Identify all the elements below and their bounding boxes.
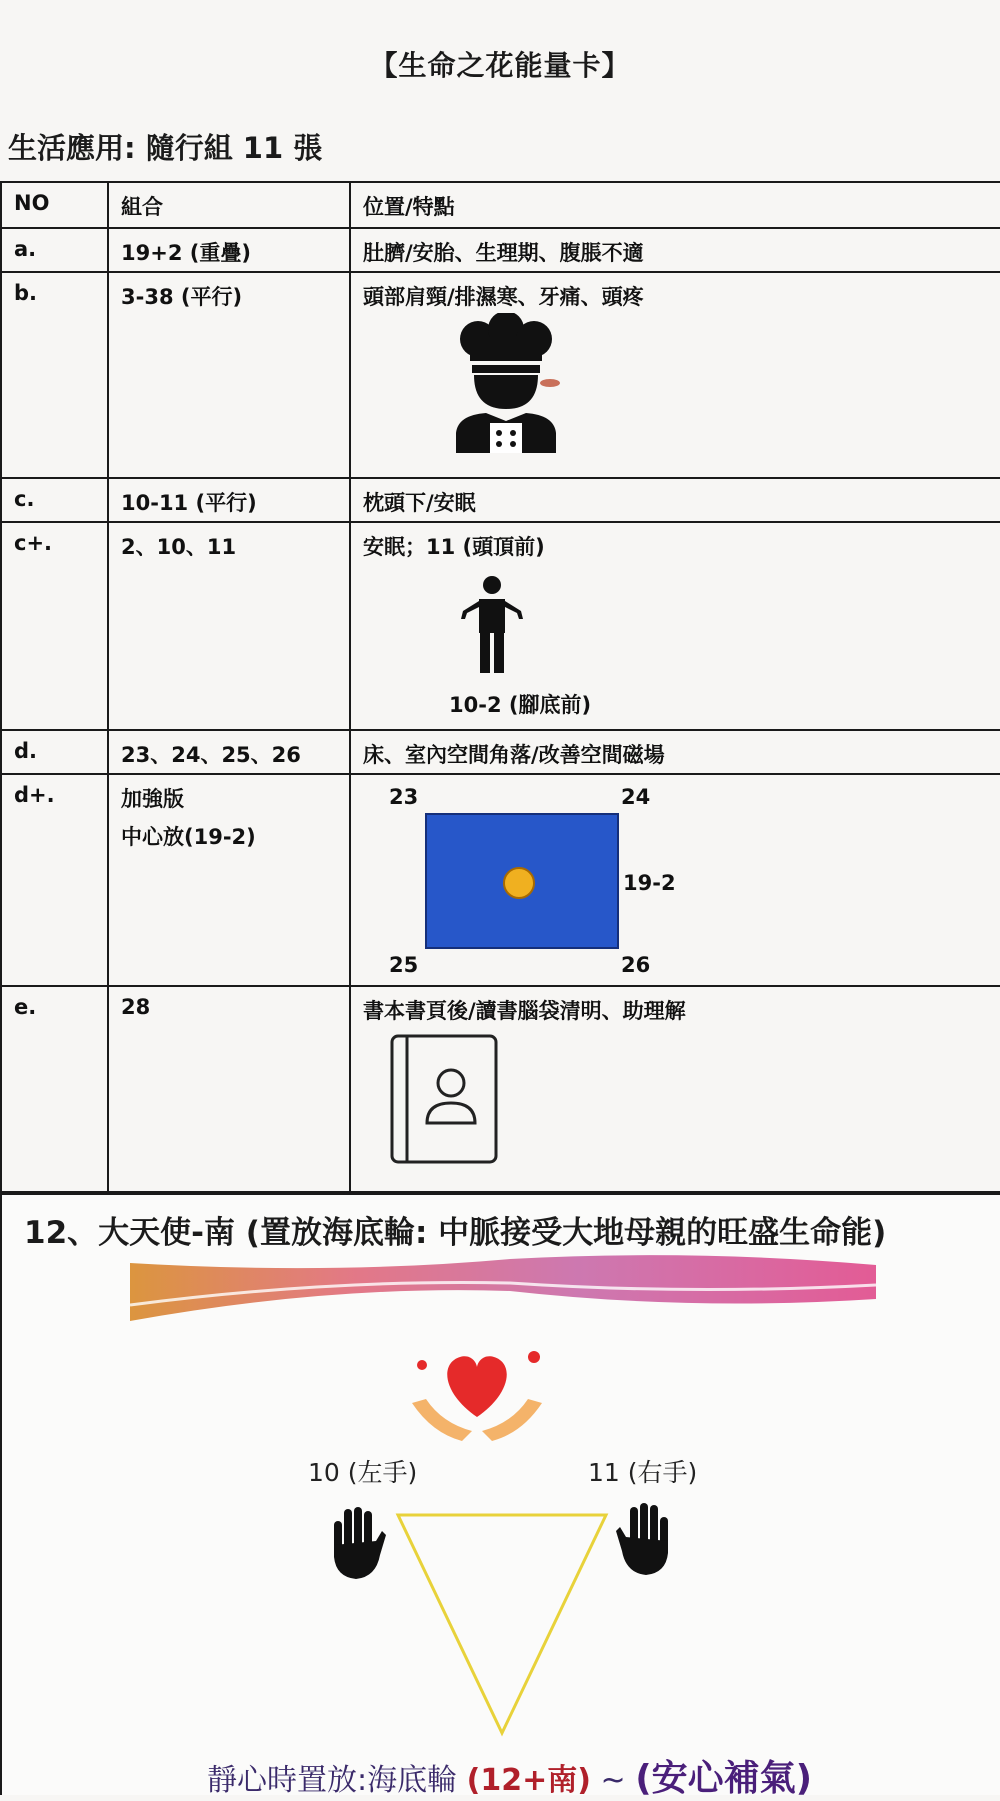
row-desc-cell <box>350 986 1000 1192</box>
chef-icon <box>446 313 566 453</box>
row-desc-cell <box>350 522 1000 730</box>
row-no: d. <box>1 730 108 774</box>
left-hand-icon <box>330 1505 386 1581</box>
row-desc: 安眠；11 (頭頂前) <box>363 535 545 559</box>
table-row <box>1 522 1000 730</box>
row-combo: 2、10、11 <box>108 522 350 730</box>
row-combo: 23、24、25、26 <box>108 730 350 774</box>
heart-hands-icon <box>402 1343 552 1445</box>
row-no: b. <box>1 272 108 478</box>
table-row <box>1 478 1000 522</box>
center-label: 19-2 <box>623 871 676 895</box>
book-icon <box>389 1033 501 1167</box>
row-desc: 床、室內空間角落/改善空間磁場 <box>350 730 1000 774</box>
row-no: a. <box>1 228 108 272</box>
gold-dot <box>503 867 535 899</box>
instruction-effect: (安心補氣) <box>635 1758 813 1799</box>
header-desc: 位置/特點 <box>350 182 1000 228</box>
table-row <box>1 774 1000 986</box>
row-combo: 加強版 <box>121 787 184 811</box>
row-desc: 頭部肩頸/排濕寒、牙痛、頭疼 <box>363 285 644 309</box>
table-row <box>1 272 1000 478</box>
rainbow-banner <box>130 1255 876 1327</box>
table-row <box>1 986 1000 1192</box>
table-header-row <box>1 182 1000 228</box>
row-no: d+. <box>1 774 108 986</box>
left-hand-label: 10 (左手) <box>308 1458 418 1487</box>
corner-label-tr: 24 <box>621 785 651 809</box>
right-hand-icon <box>616 1501 672 1577</box>
corner-label-bl: 25 <box>389 953 419 977</box>
person-icon <box>457 575 527 675</box>
row-combo: 10-11 (平行) <box>108 478 350 522</box>
row-combo: 28 <box>108 986 350 1192</box>
row-desc: 枕頭下/安眠 <box>350 478 1000 522</box>
cards-table <box>0 181 1000 1193</box>
row-no: c+. <box>1 522 108 730</box>
row-combo-cell <box>108 774 350 986</box>
instruction-tilde: ~ <box>590 1763 636 1798</box>
row-desc: 書本書頁後/讀書腦袋清明、助理解 <box>363 999 686 1023</box>
row-note: 10-2 (腳底前) <box>449 693 592 717</box>
table-row <box>1 730 1000 774</box>
instruction-prefix: 靜心時置放:海底輪 <box>207 1763 467 1798</box>
corner-label-br: 26 <box>621 953 651 977</box>
row-combo-detail: 中心放(19-2) <box>121 825 256 849</box>
placement-instruction <box>207 1750 812 1801</box>
cards-table-container <box>0 181 1000 1191</box>
yellow-triangle <box>394 1511 610 1739</box>
row-diagram-cell <box>350 774 1000 986</box>
archangel-section <box>0 1193 1000 1799</box>
row-desc: 肚臍/安胎、生理期、腹脹不適 <box>350 228 1000 272</box>
right-hand-label: 11 (右手) <box>588 1458 698 1487</box>
row-no: e. <box>1 986 108 1192</box>
header-combo: 組合 <box>108 182 350 228</box>
page-title: 【生命之花能量卡】 <box>369 49 631 82</box>
corner-label-tl: 23 <box>389 785 419 809</box>
table-row <box>1 228 1000 272</box>
row-no: c. <box>1 478 108 522</box>
row-combo: 19+2 (重疊) <box>108 228 350 272</box>
instruction-combo: (12+南) <box>466 1763 591 1798</box>
page-subtitle: 生活應用: 隨行組 11 張 <box>8 131 323 165</box>
header-no: NO <box>1 182 108 228</box>
row-combo: 3-38 (平行) <box>108 272 350 478</box>
row-desc-cell <box>350 272 1000 478</box>
section-title: 12、大天使-南 (置放海底輪: 中脈接受大地母親的旺盛生命能) <box>24 1215 887 1251</box>
